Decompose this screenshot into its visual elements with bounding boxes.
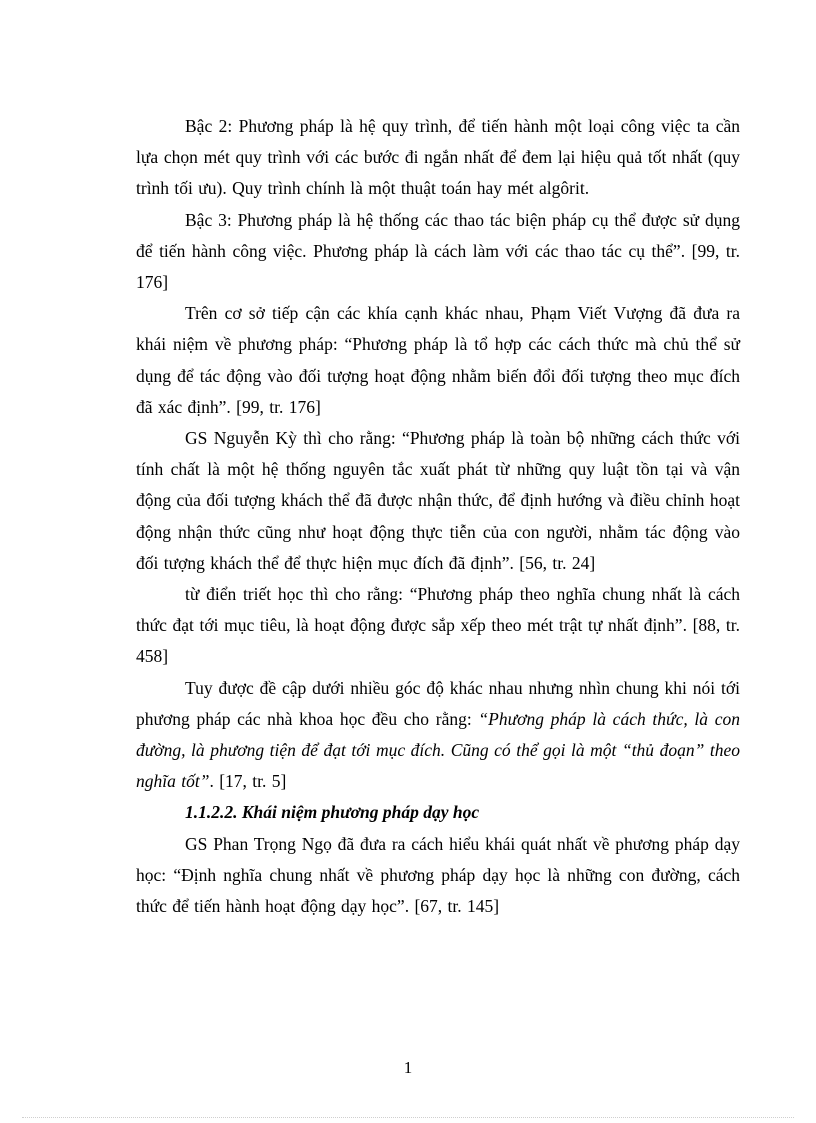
section-heading: 1.1.2.2. Khái niệm phương pháp dạy học [185,802,480,823]
italic-quote: “Phương pháp là cách thức, là con đường, là phương tiện để đạt tới mục đích. Cũng có thể gọi là một “thủ đoạn” theo nghĩa tốt” [136,708,740,792]
paragraph-phan-trong-ngo: GS Phan Trọng Ngọ đã đưa ra cách hiểu khái quát nhất về phương pháp dạy học: “Định nghĩa chung nhất về phương pháp dạy học là những con đường, cách thức để tiến hành hoạt động dạy học”. [67, tr. 145] [136,833,740,917]
page-number: 1 [403,1058,413,1077]
page-bottom-divider [22,1117,794,1118]
document-body [136,111,740,922]
paragraph-level-2: Bậc 2: Phương pháp là hệ quy trình, để tiến hành một loại công việc ta cần lựa chọn mét quy trình với các bước đi ngắn nhất để đem lại hiệu quả tốt nhất (quy trình tối ưu). Quy trình chính là một thuật toán hay mét algôrit. [136,116,740,199]
paragraph-nguyen-ky: GS Nguyễn Kỳ thì cho rằng: “Phương pháp là toàn bộ những cách thức với tính chất là một hệ thống nguyên tắc xuất phát từ những quy luật tồn tại và vận động của đối tượng khách thể đã được nhận thức, để định hướng và điều chỉnh hoạt động nhận thức cũng như hoạt động thực tiễn của con người, nhằm tác động vào đối tượng khách thể để thực hiện mục đích đã định”. [56, tr. 24] [136,428,740,573]
paragraph-pham-viet-vuong: Trên cơ sở tiếp cận các khía cạnh khác nhau, Phạm Viết Vượng đã đưa ra khái niệm về phương pháp: “Phương pháp là tổ hợp các cách thức mà chủ thể sử dụng để tác động vào đối tượng hoạt động nhằm biến đổi đối tượng theo mục đích đã xác định”. [99, tr. 176] [136,303,740,417]
paragraph-scientists-view [136,673,740,798]
paragraph-philosophy-dictionary: từ điển triết học thì cho rằng: “Phương pháp theo nghĩa chung nhất là cách thức đạt tới mục tiêu, là hoạt động được sắp xếp theo mét trật tự nhất định”. [88, tr. 458] [136,584,740,667]
paragraph-level-3: Bậc 3: Phương pháp là hệ thống các thao tác biện pháp cụ thể được sử dụng để tiến hành công việc. Phương pháp là cách làm với các thao tác cụ thể”. [99, tr. 176] [136,209,740,293]
citation-text: . [17, tr. 5] [209,771,287,792]
paragraph-lead-text: Tuy được đề cập dưới nhiều góc độ khác nhau nhưng nhìn chung khi nói tới phương pháp các nhà khoa học đều cho rằng: [136,677,740,729]
